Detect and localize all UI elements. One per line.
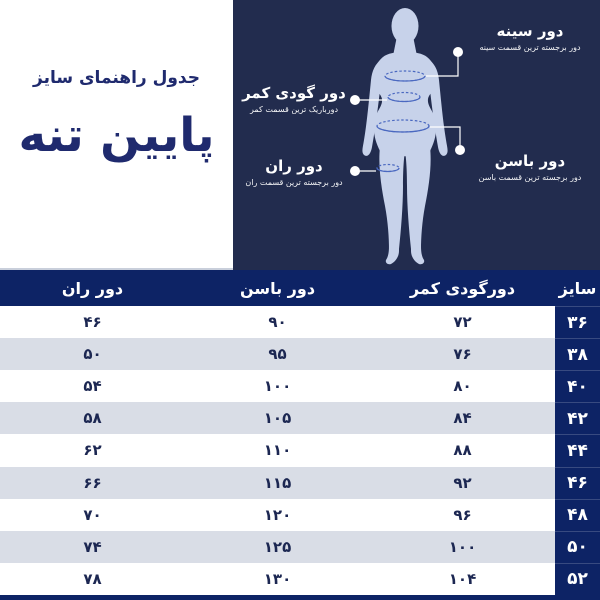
waist-label [239,84,349,115]
hip-cell: ۱۳۰ [263,569,292,588]
thigh-cell: ۵۴ [83,377,102,396]
thigh-cell: ۷۸ [83,569,102,588]
top-section [0,0,600,270]
hip-cell: ۱۲۵ [263,537,292,556]
waist-cell: ۸۴ [453,409,472,428]
size-cell: ۵۲ [555,563,600,595]
size-cell: ۳۶ [555,306,600,338]
waist-cell: ۱۰۴ [448,569,477,588]
header-hip: دور باسن [239,278,316,298]
thigh-cell: ۴۶ [83,313,102,332]
thigh-point-dot [350,166,360,176]
table-row [0,467,600,499]
waist-cell: ۷۲ [453,313,472,332]
waist-cell: ۸۰ [453,377,472,396]
waist-point-dot [350,95,360,105]
waist-label-title: دور گودی کمر [242,84,346,102]
thigh-label-title: دور ران [265,157,323,175]
thigh-label-subtitle: دور برجسته ترین قسمت ران [245,177,343,187]
guide-subtitle: جدول راهنمای سایز [33,68,200,88]
header-thigh: دور ران [61,278,124,298]
table-header-row [0,270,600,306]
size-cell: ۳۸ [555,338,600,370]
hip-cell: ۹۵ [268,345,287,364]
size-cell: ۵۰ [555,531,600,563]
table-row [0,434,600,466]
page-title: پایین تنه [18,108,215,163]
waist-label-subtitle: دورباریک ترین قسمت کمر [249,104,339,114]
hip-cell: ۱۰۵ [263,409,292,428]
hip-cell: ۱۲۰ [263,505,292,524]
hip-cell: ۱۱۰ [263,441,292,460]
waist-cell: ۹۲ [453,473,472,492]
body-diagram-panel [233,0,600,270]
header-waist: دورگودی کمر [409,278,516,298]
chest-label-subtitle: دور برجسته ترین قسمت سینه [479,42,581,52]
table-row [0,563,600,595]
thigh-label [239,157,349,188]
chest-label-title: دور سینه [496,22,564,40]
thigh-cell: ۶۶ [83,473,102,492]
table-row [0,370,600,402]
waist-cell: ۹۶ [453,505,472,524]
table-body [0,306,600,595]
header-size: سایز [558,278,597,298]
chest-point-dot [453,47,463,57]
chest-label [469,22,591,53]
table-row [0,531,600,563]
hip-point-dot [455,145,465,155]
thigh-cell: ۷۰ [83,505,102,524]
title-panel [0,0,233,270]
waist-cell: ۸۸ [453,441,472,460]
figure-right-leg [405,145,431,254]
thigh-cell: ۶۲ [83,441,102,460]
hip-label-subtitle: دور برجسته ترین قسمت باسن [478,172,582,182]
waist-cell: ۱۰۰ [448,537,477,556]
hip-cell: ۱۱۵ [263,473,292,492]
table-row [0,306,600,338]
size-cell: ۴۴ [555,434,600,466]
figure-left-foot [386,246,399,264]
size-cell: ۴۸ [555,499,600,531]
table-row [0,499,600,531]
hip-label [469,152,591,183]
waist-cell: ۷۶ [453,345,472,364]
hip-cell: ۱۰۰ [263,377,292,396]
figure-left-leg [379,145,405,254]
bottom-navy-strip [0,595,600,600]
size-cell: ۴۰ [555,370,600,402]
hip-label-title: دور باسن [494,152,566,170]
size-cell: ۴۲ [555,402,600,434]
size-cell: ۴۶ [555,467,600,499]
hip-cell: ۹۰ [268,313,287,332]
thigh-cell: ۵۰ [83,345,102,364]
thigh-cell: ۷۴ [83,537,102,556]
table-row [0,338,600,370]
table-row [0,402,600,434]
thigh-cell: ۵۸ [83,409,102,428]
figure-right-foot [411,246,424,264]
